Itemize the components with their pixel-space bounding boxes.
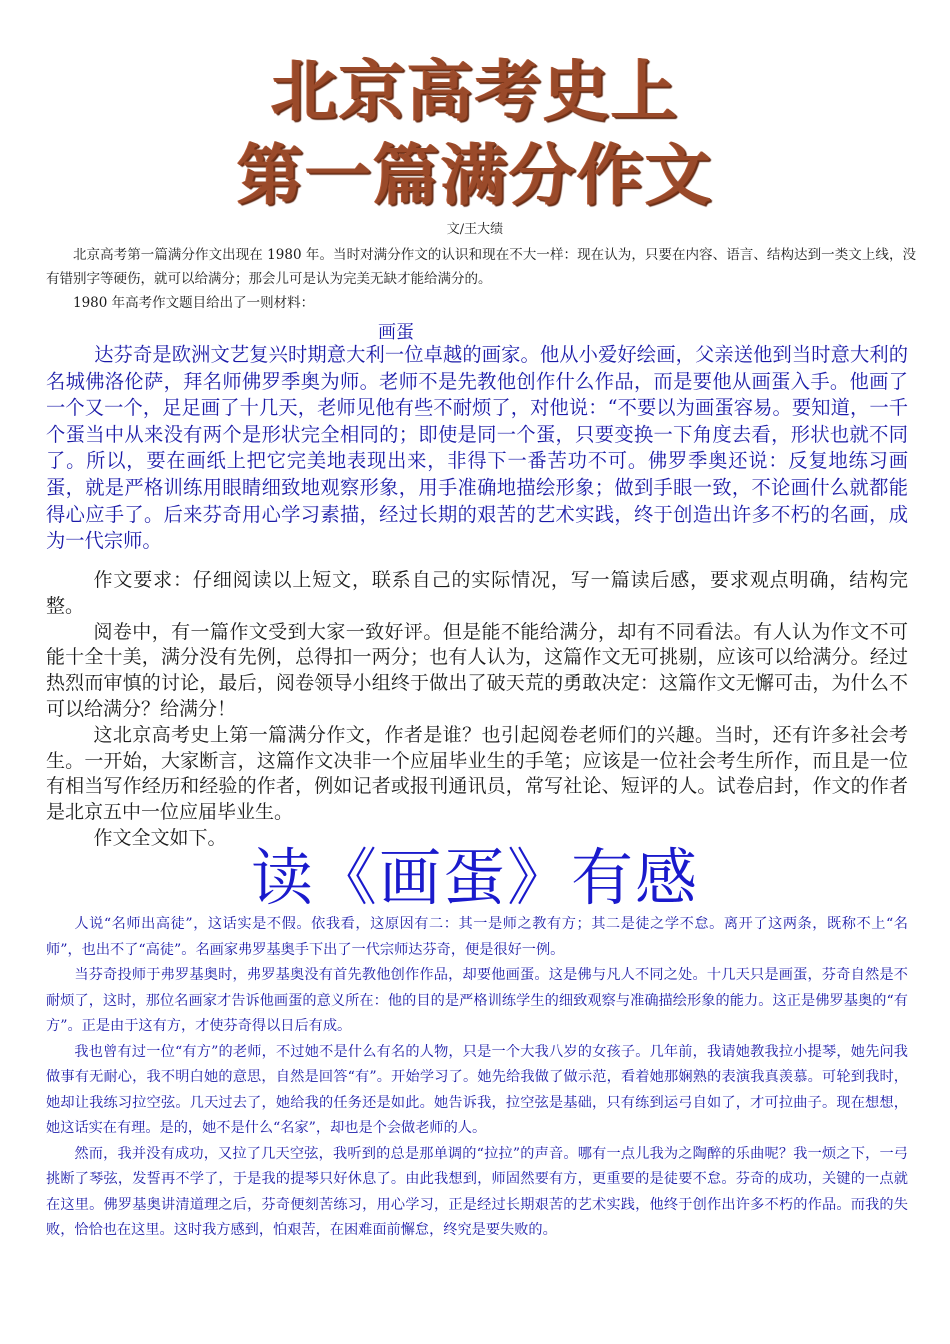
main-title: [0, 50, 950, 218]
essay-paragraph: 然而，我并没有成功，又拉了几天空弦，我听到的总是那单调的“拉拉”的声音。哪有一点儿我为之陶醉的乐曲呢？我一烦之下，一弓挑断了琴弦，发誓再不学了，于是我的提琴只好休息了。由此我想到，师固然要有方，更重要的是徒要不怠。芬奇的成功，关键的一点就在这里。佛罗基奥讲清道理之后，芬奇便刻苦练习，用心学习，正是经过长期艰苦的艺术实践，他终于创作出许多不朽的作品。而我的失败，恰恰也在这里。这时我方感到，怕艰苦，在困难面前懈怠，终究是要失败的。: [46, 1145, 908, 1238]
commentary-paragraph: 阅卷中，有一篇作文受到大家一致好评。但是能不能给满分，却有不同看法。有人认为作文不可能十全十美，满分没有先例，总得扣一两分；也有人认为，这篇作文无可挑剔，应该可以给满分。经过热烈而审慎的讨论，最后，阅卷领导小组终于做出了破天荒的勇敢决定：这篇作文无懈可击，为什么不可以给满分？给满分！: [46, 620, 908, 720]
main-title-line-1: 北京高考史上: [271, 53, 679, 130]
intro-paragraph: 北京高考第一篇满分作文出现在 1980 年。当时对满分作文的认识和现在不大一样：现在认为，只要在内容、语言、结构达到一类文上线，没有错别字等硬伤，就可以给满分；那会儿可是认为完美无缺才能给满分的。: [46, 247, 916, 287]
essay-section: [46, 912, 908, 1244]
essay-paragraph: 我也曾有过一位“有方”的老师，不过她不是什么有名的人物，只是一个大我八岁的女孩子。几年前，我请她教我拉小提琴，她先问我做事有无耐心，我不明白她的意思，自然是回答“有”。开始学习了。她先给我做了做示范，看着她那娴熟的表演我真羡慕。可轮到我时，她却让我练习拉空弦。几天过去了，她给我的任务还是如此。她告诉我，拉空弦是基础，只有练到运弓自如了，才可拉曲子。现在想想，她这话实在有理。是的，她不是什么“名家”，却也是个会做老师的人。: [46, 1043, 908, 1136]
commentary-paragraph: 作文要求：仔细阅读以上短文，联系自己的实际情况，写一篇读后感，要求观点明确，结构完整。: [46, 569, 908, 617]
commentary-section: [46, 568, 908, 852]
commentary-paragraph: 作文全文如下。: [93, 826, 227, 849]
material-title: 画蛋: [378, 322, 414, 343]
essay-title: 读《画蛋》有感: [250, 841, 699, 914]
essay-paragraph: 人说“名师出高徒”，这话实是不假。依我看，这原因有二：其一是师之教有方；其二是徒之学不怠。离开了这两条，既称不上“名师”，也出不了“高徒”。名画家弗罗基奥手下出了一代宗师达芬奇，便是很好一例。: [46, 916, 908, 958]
intro-section: [46, 243, 916, 315]
commentary-paragraph: 这北京高考史上第一篇满分作文，作者是谁？也引起阅卷老师们的兴趣。当时，还有许多社会考生。一开始，大家断言，这篇作文决非一个应届毕业生的手笔；应该是一位社会考生所作，而且是一位有相当写作经历和经验的作者，例如记者或报刊通讯员，常写社论、短评的人。试卷启封，作文的作者是北京五中一位应届毕业生。: [46, 723, 908, 824]
essay-paragraph: 当芬奇投师于弗罗基奥时，弗罗基奥没有首先教他创作作品，却要他画蛋。这是佛与凡人不同之处。十几天只是画蛋，芬奇自然是不耐烦了，这时，那位名画家才告诉他画蛋的意义所在：他的目的是严格训练学生的细致观察与准确描绘形象的能力。这正是佛罗基奥的“有方”。正是由于这有方，才使芬奇得以日后有成。: [46, 967, 908, 1034]
intro-paragraph: 1980 年高考作文题目给出了一则材料：: [73, 295, 315, 311]
main-title-line-2: 第一篇满分作文: [237, 137, 713, 214]
material-section: [46, 342, 908, 555]
author-byline: 文/王大绩: [446, 222, 504, 237]
material-paragraph: 达芬奇是欧洲文艺复兴时期意大利一位卓越的画家。他从小爱好绘画，父亲送他到当时意大利的名城佛洛伦萨，拜名师佛罗季奥为师。老师不是先教他创作什么作品，而是要他从画蛋入手。他画了一个又一个，足足画了十几天，老师见他有些不耐烦了，对他说：“不要以为画蛋容易。要知道，一千个蛋当中从来没有两个是形状完全相同的；即使是同一个蛋，只要变换一下角度去看，形状也就不同了。所以，要在画纸上把它完美地表现出来，非得下一番苦功不可。佛罗季奥还说：反复地练习画蛋，就是严格训练用眼睛细致地观察形象，用手准确地描绘形象；做到手眼一致，不论画什么就都能得心应手了。后来芬奇用心学习素描，经过长期的艰苦的艺术实践，终于创造出许多不朽的名画，成为一代宗师。: [46, 343, 908, 553]
